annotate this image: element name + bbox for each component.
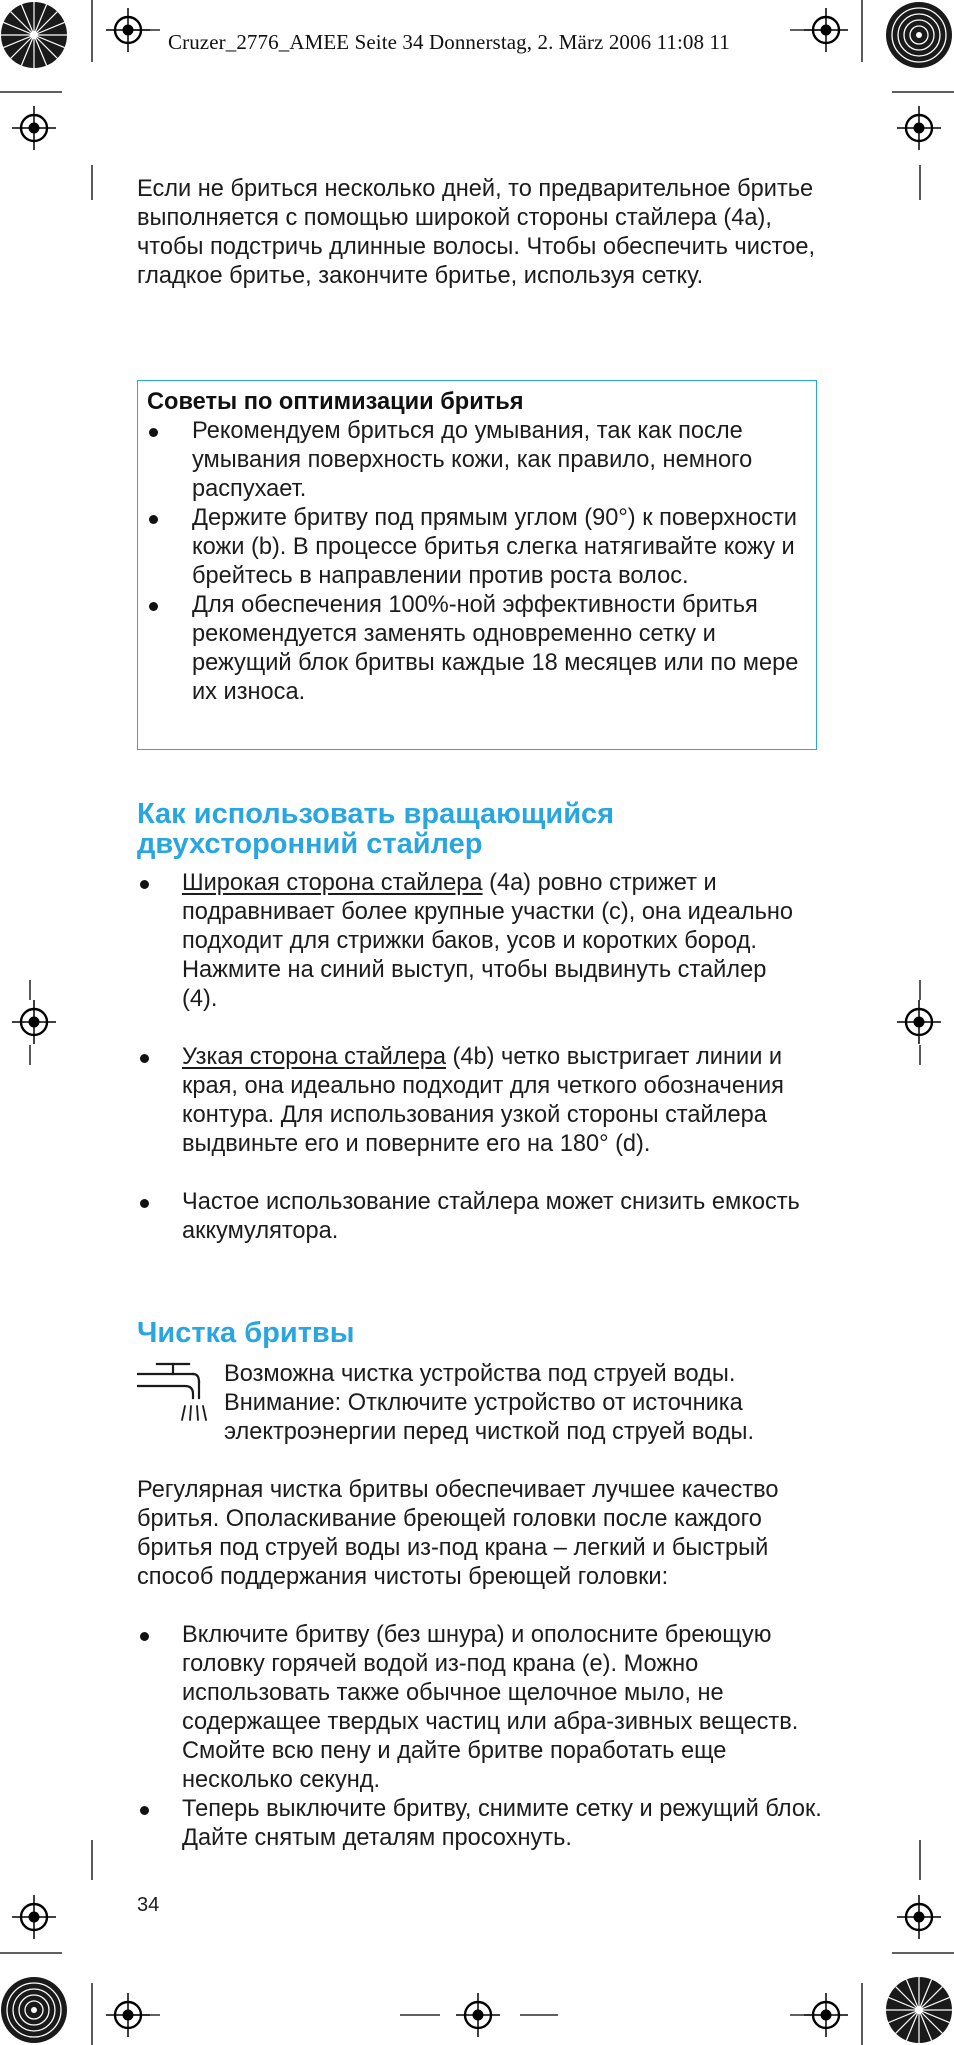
tips-title: Советы по оптимизации бритья [147,389,524,415]
narrow-side-term: Узкая сторона стайлера [182,1044,446,1070]
list-item: Держите бритву под прямым углом (90°) к поверхности кожи (b). В процессе бритья слегка натягивайте кожу и брейтесь в направлении против роста волос. [147,504,807,591]
styler-list [137,869,807,1246]
list-item: Частое использование стайлера может снизить емкость аккумулятора. [137,1188,807,1246]
water-tap-icon [137,1362,207,1432]
cleaning-list [137,1621,827,1853]
list-item: Широкая сторона стайлера (4a) ровно стрижет и подравнивает более крупные участки (c), она идеально подходит для стрижки баков, усов и коротких бород. Нажмите на синий выступ, чтобы выдвинуть стайлер (4). [137,869,807,1014]
list-item: Узкая сторона стайлера (4b) четко выстригает линии и края, она идеально подходит для четкого обозначения контура. Для использования узкой стороны стайлера выдвиньте его и поверните его на 180° (d). [137,1043,807,1159]
intro-paragraph: Если не бриться несколько дней, то предварительное бритье выполняется с помощью широкой стороны стайлера (4a), чтобы подстричь длинные волосы. Чтобы обеспечить чистое, гладкое бритье, закончите бритье, используя сетку. [137,176,816,289]
cleaning-heading: Чистка бритвы [137,1317,355,1349]
print-header-line: Cruzer_2776_AMEE Seite 34 Donnerstag, 2. März 2006 11:08 11 [168,30,730,54]
cleaning-paragraph: Регулярная чистка бритвы обеспечивает лучшее качество бритья. Ополаскивание бреющей головки после каждого бритья под струей воды из-под крана – легкий и быстрый способ поддержания чистоты бреющей головки: [137,1477,779,1590]
page-number: 34 [137,1894,160,1916]
list-item: Включите бритву (без шнура) и ополосните бреющую головку горячей водой из-под крана (e). Можно использовать также обычное щелочное мыло, не содержащее твердых частиц или абра-зивных веществ. Смойте всю пену и дайте бритве поработать еще несколько секунд. [137,1621,827,1795]
tap-cleaning-note: Возможна чистка устройства под струей воды. Внимание: Отключите устройство от источника электроэнергии перед чисткой под струей воды. [224,1361,755,1445]
tips-list [147,417,807,707]
list-item: Теперь выключите бритву, снимите сетку и режущий блок. Дайте снятым деталям просохнуть. [137,1795,827,1853]
list-item: Рекомендуем бриться до умывания, так как после умывания поверхность кожи, как правило, немного распухает. [147,417,807,504]
list-item: Для обеспечения 100%-ной эффективности бритья рекомендуется заменять одновременно сетку и режущий блок бритвы каждые 18 месяцев или по мере их износа. [147,591,807,707]
styler-heading: Как использовать вращающийся двухсторонний стайлер [137,798,615,860]
wide-side-term: Широкая сторона стайлера [182,870,483,896]
